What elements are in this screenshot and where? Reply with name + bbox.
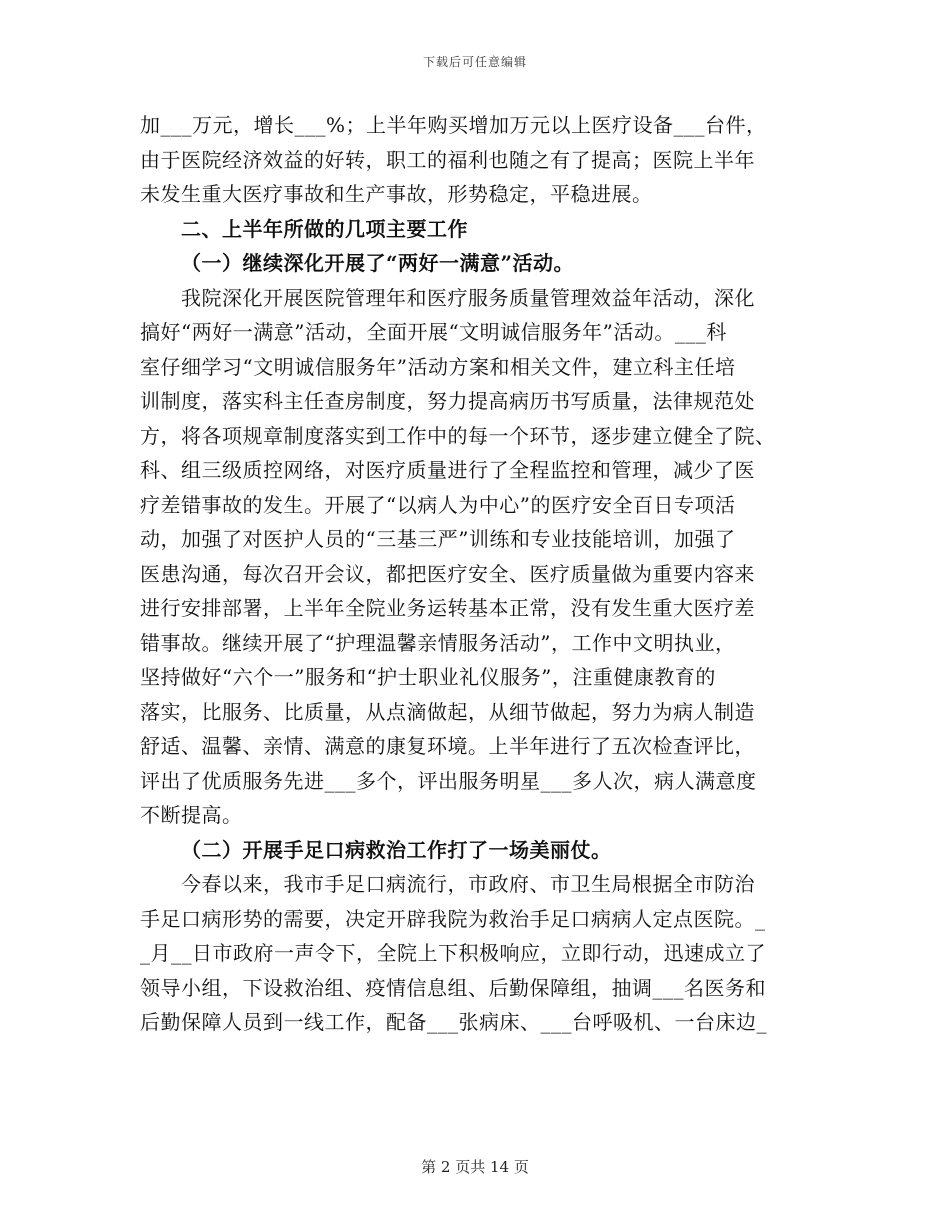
text-line: _月__日市政府一声令下，全院上下积极响应，立即行动，迅速成立了	[140, 941, 766, 965]
section-heading: 二、上半年所做的几项主要工作	[181, 216, 468, 241]
text-line: 训制度，落实科主任查房制度，努力提高病历书写质量，法律规范处	[140, 389, 755, 413]
text-line: 进行安排部署，上半年全院业务运转基本正常，没有发生重大医疗差	[140, 596, 755, 620]
text-line: 疗差错事故的发生。开展了“以病人为中心”的医疗安全百日专项活	[140, 492, 736, 517]
text-line: 后勤保障人员到一线工作，配备___张病床、___台呼吸机、一台床边_	[140, 1010, 767, 1034]
text-line: 落实，比服务、比质量，从点滴做起，从细节做起，努力为病人制造	[140, 699, 755, 724]
text-line: 舒适、温馨、亲情、满意的康复环境。上半年进行了五次检查评比，	[140, 734, 755, 758]
text-line: 医患沟通，每次召开会议，都把医疗安全、医疗质量做为重要内容来	[140, 561, 755, 586]
text-line: 方，将各项规章制度落实到工作中的每一个环节，逐步建立健全了院、	[140, 423, 776, 448]
text-line: 科、组三级质控网络，对医疗质量进行了全程监控和管理，减少了医	[140, 458, 755, 482]
text-line: 我院深化开展医院管理年和医疗服务质量管理效益年活动，深化	[181, 285, 755, 310]
text-line: 领导小组，下设救治组、疫情信息组、后勤保障组，抽调___名医务和	[140, 975, 766, 1000]
text-line: 动，加强了对医护人员的“三基三严”训练和专业技能培训，加强了	[140, 527, 736, 551]
text-line: 由于医院经济效益的好转，职工的福利也随之有了提高；医院上半年	[140, 147, 755, 172]
text-line: 未发生重大医疗事故和生产事故，形势稳定，平稳进展。	[140, 182, 653, 206]
text-line: 错事故。继续开展了“护理温馨亲情服务活动”，工作中文明执业，	[140, 630, 736, 655]
text-line: 加___万元，增长___%；上半年购买增加万元以上医疗设备___台件，	[140, 113, 767, 137]
document-body	[140, 108, 800, 1040]
text-line: 室仔细学习“文明诚信服务年”活动方案和相关文件，建立科主任培	[140, 354, 736, 379]
text-line: 坚持做好“六个一”服务和“护士职业礼仪服务”，注重健康教育的	[140, 665, 716, 689]
text-line: 手足口病形势的需要，决定开辟我院为救治手足口病病人定点医院。_	[140, 906, 766, 931]
text-line: 今春以来，我市手足口病流行，市政府、市卫生局根据全市防治	[181, 872, 755, 896]
text-line: 不断提高。	[140, 803, 243, 827]
page-footer: 第 2 页共 14 页	[421, 1158, 529, 1176]
text-line: 搞好“两好一满意”活动，全面开展“文明诚信服务年”活动。___科	[140, 320, 727, 344]
text-line: 评出了优质服务先进___多个，评出服务明星___多人次，病人满意度	[140, 768, 757, 793]
section-heading: （一）继续深化开展了“两好一满意”活动。	[181, 251, 575, 275]
page-header: 下载后可任意编辑	[422, 55, 527, 69]
section-heading: （二）开展手足口病救治工作打了一场美丽仗。	[181, 837, 612, 862]
